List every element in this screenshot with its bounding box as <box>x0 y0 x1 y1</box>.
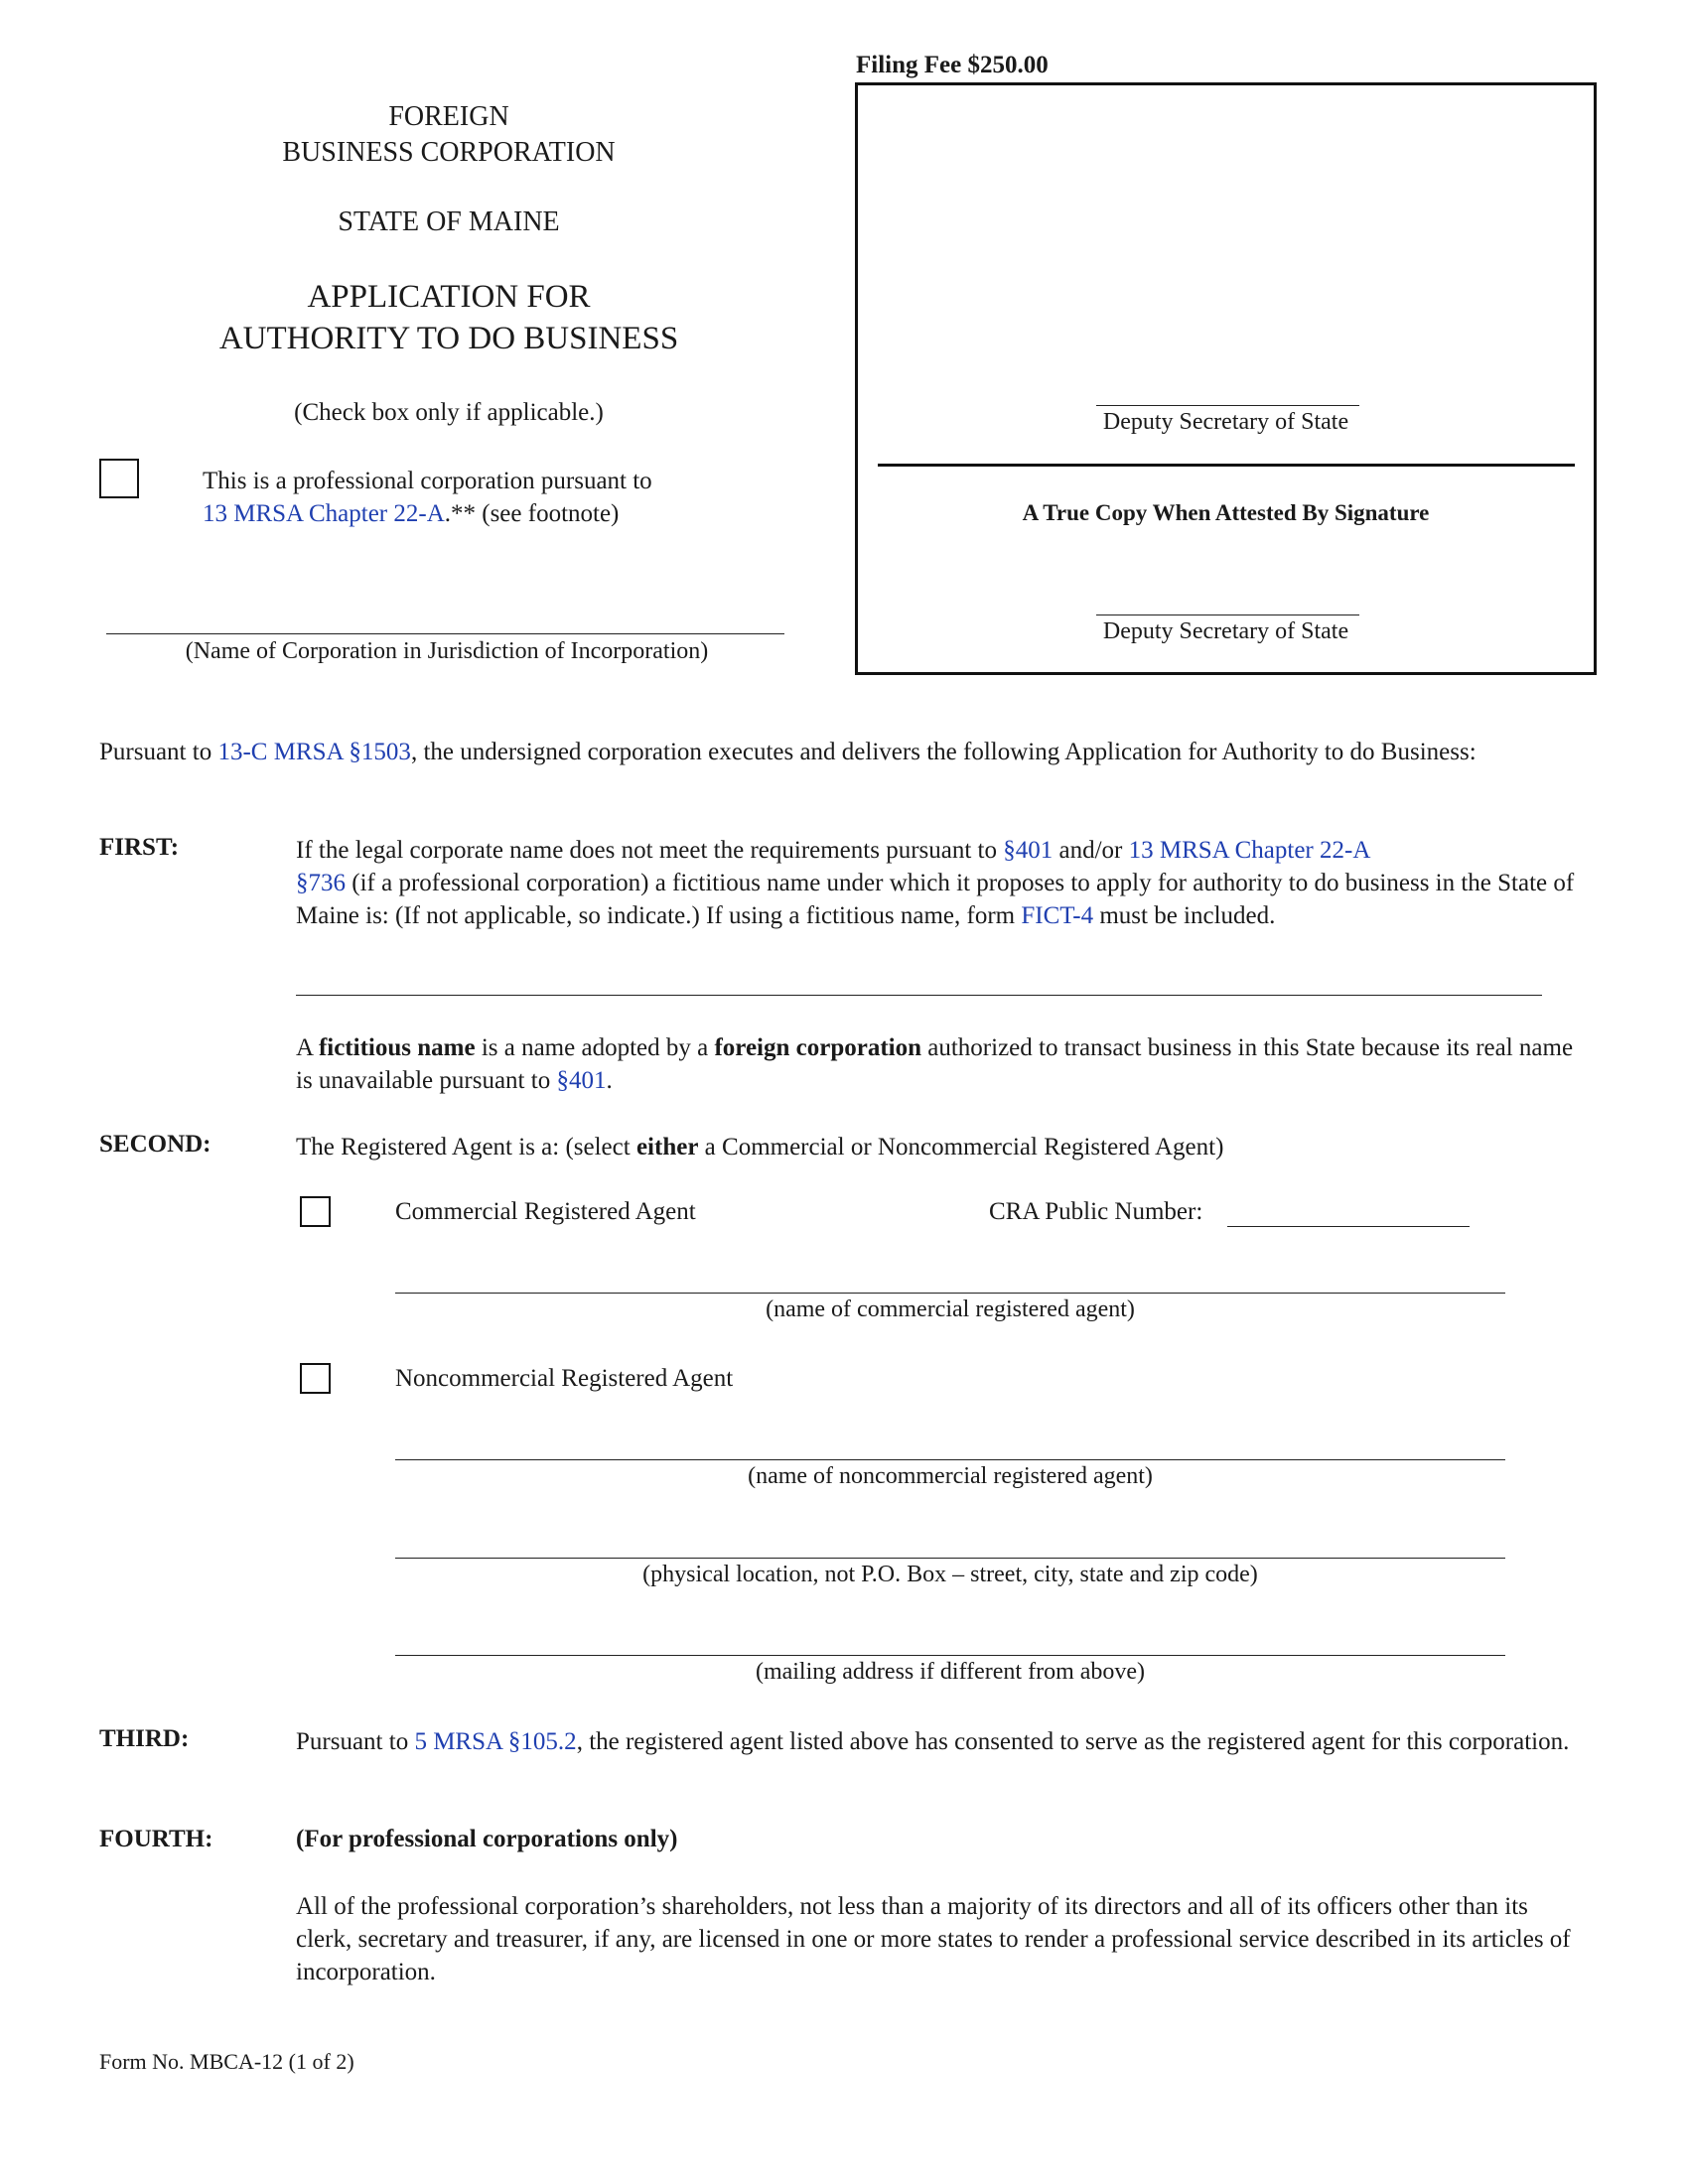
title-line-2: BUSINESS CORPORATION <box>282 137 616 168</box>
noncommercial-agent-name-line[interactable] <box>395 1459 1505 1460</box>
deputy-secretary-caption-2: Deputy Secretary of State <box>1102 618 1349 644</box>
official-use-box <box>855 82 1597 675</box>
first-paragraph <box>296 834 1587 932</box>
definition-d: authorized to transact business in this State because its real name is unavailable pursuant to <box>296 1034 1574 1094</box>
deputy-signature-line-1 <box>1096 405 1359 406</box>
fictitious-name-line[interactable] <box>296 995 1542 996</box>
first-text-4: must be included. <box>1093 902 1276 929</box>
box-divider <box>878 464 1575 467</box>
fourth-paragraph: All of the professional corporation’s shareholders, not less than a majority of its directors and all of its officers other than its clerk, secretary and treasurer, if any, are licensed in one or more states to render a professional service described in its articles of incorporation. <box>296 1893 1571 1985</box>
intro-pre: Pursuant to <box>99 739 218 765</box>
title-line-1: FOREIGN <box>388 101 509 132</box>
section-401-link-2[interactable]: §401 <box>556 1067 607 1094</box>
noncommercial-agent-checkbox[interactable] <box>300 1363 331 1394</box>
third-label: THIRD: <box>99 1725 190 1752</box>
cra-public-number-label: CRA Public Number: <box>989 1198 1203 1225</box>
state-title: STATE OF MAINE <box>338 206 560 237</box>
section-105-2-link[interactable]: 5 MRSA §105.2 <box>414 1728 577 1755</box>
mailing-address-line[interactable] <box>395 1655 1505 1656</box>
fictitious-name-term: fictitious name <box>318 1034 476 1061</box>
commercial-agent-name-line[interactable] <box>395 1293 1505 1294</box>
first-text-3: (if a professional corporation) a fictitious name under which it proposes to apply for authority to do business in the State of Maine is: (If not applicable, so indicate.) If using a fictitious name, form <box>296 870 1575 929</box>
first-label: FIRST: <box>99 834 180 861</box>
definition-end: . <box>606 1067 613 1094</box>
third-post: , the registered agent listed above has consented to serve as the registered agent for this corporation. <box>576 1728 1570 1755</box>
cra-public-number-line[interactable] <box>1227 1226 1470 1227</box>
commercial-agent-checkbox[interactable] <box>300 1196 331 1227</box>
second-intro-either: either <box>635 1134 699 1160</box>
second-intro <box>296 1131 1587 1163</box>
intro-paragraph <box>99 736 1609 768</box>
noncommercial-agent-label: Noncommercial Registered Agent <box>395 1365 734 1392</box>
section-1503-link[interactable]: 13-C MRSA §1503 <box>217 739 411 765</box>
application-title-line-2: AUTHORITY TO DO BUSINESS <box>218 321 679 356</box>
form-title <box>99 99 798 359</box>
commercial-agent-label: Commercial Registered Agent <box>395 1198 696 1225</box>
application-title <box>99 276 798 359</box>
mailing-address-caption: (mailing address if different from above) <box>755 1659 1146 1685</box>
application-title-line-1: APPLICATION FOR <box>307 279 591 315</box>
section-401-link[interactable]: §401 <box>1003 837 1054 864</box>
chapter-22a-link[interactable]: 13 MRSA Chapter 22-A <box>203 500 445 527</box>
fourth-label: FOURTH: <box>99 1826 213 1852</box>
second-intro-a: The Registered Agent is a: (select <box>296 1134 636 1160</box>
check-note: (Check box only if applicable.) <box>294 399 604 426</box>
noncommercial-agent-name-caption: (name of noncommercial registered agent) <box>748 1463 1153 1489</box>
third-paragraph <box>296 1725 1587 1758</box>
definition-a: A <box>296 1034 319 1061</box>
corporation-name-caption: (Name of Corporation in Jurisdiction of Incorporation) <box>185 638 709 664</box>
deputy-secretary-caption-1: Deputy Secretary of State <box>1102 409 1349 435</box>
form-number: Form No. MBCA-12 (1 of 2) <box>99 2049 354 2074</box>
professional-corporation-checkbox[interactable] <box>99 459 139 498</box>
first-text-2: and/or <box>1053 837 1129 864</box>
commercial-agent-name-caption: (name of commercial registered agent) <box>766 1297 1135 1322</box>
fict-4-link[interactable]: FICT-4 <box>1021 902 1094 929</box>
professional-corporation-text <box>203 465 759 530</box>
second-label: SECOND: <box>99 1131 211 1158</box>
intro-post: , the undersigned corporation executes and delivers the following Application for Authority to do Business: <box>410 739 1477 765</box>
true-copy-text: A True Copy When Attested By Signature <box>1022 500 1430 525</box>
corporation-name-line[interactable] <box>106 633 784 634</box>
section-736-link[interactable]: §736 <box>296 870 346 896</box>
chapter-22a-link-2[interactable]: 13 MRSA Chapter 22-A <box>1128 837 1371 864</box>
first-text-1: If the legal corporate name does not meet the requirements pursuant to <box>296 837 1004 864</box>
second-intro-c: a Commercial or Noncommercial Registered Agent) <box>698 1134 1224 1160</box>
professional-suffix: .** (see footnote) <box>444 500 620 527</box>
foreign-corporation-term: foreign corporation <box>714 1034 922 1061</box>
physical-location-line[interactable] <box>395 1558 1505 1559</box>
fourth-heading: (For professional corporations only) <box>296 1826 678 1852</box>
fictitious-name-definition <box>296 1031 1587 1097</box>
deputy-signature-line-2 <box>1096 614 1359 615</box>
professional-line-1: This is a professional corporation pursuant to <box>203 468 652 494</box>
filing-fee: Filing Fee $250.00 <box>856 52 1049 78</box>
physical-location-caption: (physical location, not P.O. Box – street, city, state and zip code) <box>642 1562 1258 1587</box>
third-pre: Pursuant to <box>296 1728 415 1755</box>
definition-c: is a name adopted by a <box>475 1034 715 1061</box>
